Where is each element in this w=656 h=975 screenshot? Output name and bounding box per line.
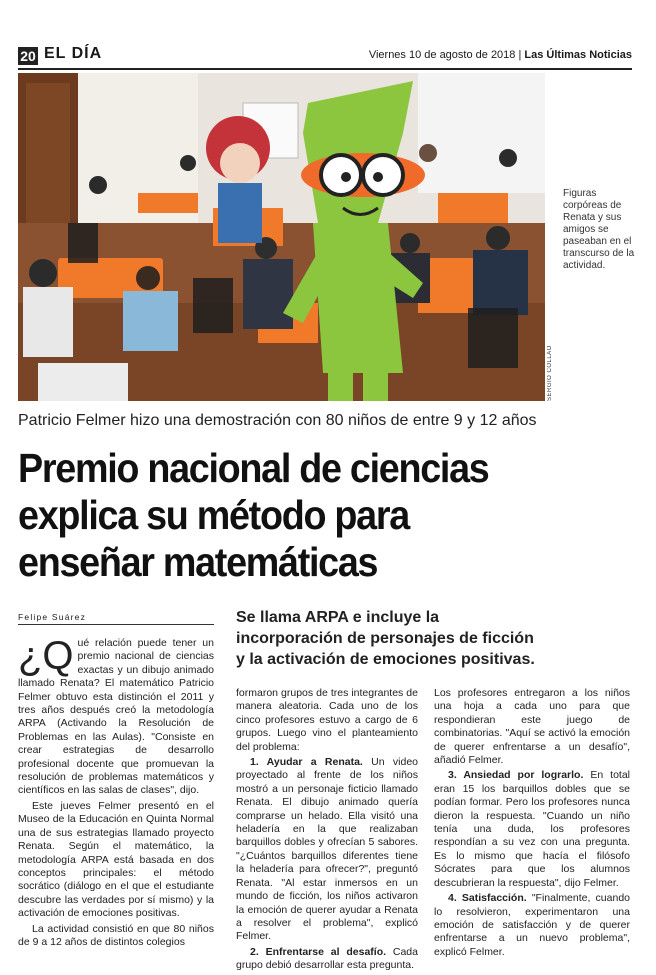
step-text: En total eran 15 los barquillos dobles que se podían formar. Pero los profesores nunca dieron la respuesta. "Cuando un niño tenía una duda, los profesores respondían a su vez con una pregunta. Es lo mismo que hacía el filósofo Sócrates para que los alumnos descubrieran la respuesta", dijo Felmer. [434,769,630,889]
drop-cap: ¿Q [18,634,74,678]
body-paragraph: Este jueves Felmer presentó en el Museo de la Educación en Quinta Normal una de sus estrategias llamado proyecto Renata. Según el matemático, la metodología ARPA está basada en dos conceptos principales: el método socrático (diálogo en el que el estudiante descubre las verdades por sí mismo) y la activación de emociones positivas. [18,799,214,920]
step-heading: 3. Ansiedad por lograrlo. [448,769,584,782]
step-heading: 1. Ayudar a Renata. [250,756,363,769]
deck-line: incorporación de personajes de ficción [236,630,534,647]
article-headline [18,445,588,586]
body-paragraph: formaron grupos de tres integrantes de manera aleatoria. Cada uno de los cinco profesores estuvo a cargo de 6 grupos. Luego vino el planteamiento del problema: [236,687,418,753]
headline-line: enseñar matemáticas [18,539,378,585]
article-kicker: Patricio Felmer hizo una demostración con 80 niños de entre 9 y 12 años [18,412,537,429]
body-paragraph [236,756,418,944]
step-heading: 4. Satisfacción. [448,892,527,905]
body-paragraph: Los profesores entregaron a los niños una hoja a cada uno para que respondieran este juego de combinatorias. "Aquí se activó la emoción de querer enfrentarse a un desafío", añadió Felmer. [434,687,630,767]
dateline-separator: | [515,49,525,61]
headline-line: Premio nacional de ciencias [18,445,489,491]
photo-caption: Figuras corpóreas de Renata y sus amigos se paseaban en el transcurso de la actividad. [563,188,635,271]
newspaper-name: Las Últimas Noticias [524,49,632,61]
issue-date: Viernes 10 de agosto de 2018 [368,49,516,61]
deck-line: Se llama ARPA e incluye la [236,609,440,626]
headline-line: explica su método para [18,492,409,538]
page-number: 20 [18,47,38,65]
lead-paragraph [18,634,214,798]
classroom-scene-illustration [18,73,545,401]
article-column-1 [18,634,214,951]
article-column-2 [236,687,418,975]
body-paragraph [236,946,418,973]
body-paragraph [434,892,630,959]
body-paragraph [434,769,630,890]
photo-credit: SERGIO COLLAO [547,345,553,401]
step-text: "Finalmente, cuando lo resolvieron, experimentaron una emoción de satisfacción y de querer enfrentarse a un nuevo problema", explicó Felmer. [434,892,631,958]
article-deck [236,607,646,670]
step-heading: 2. Enfrentarse al desafío. [250,945,387,958]
dateline [369,49,632,61]
article-photo [18,73,545,401]
lead-text: ué relación puede tener un premio nacional de ciencias exactas y un dibujo animado llamado Renata? El matemático Patricio Felmer obtuvo esta distinción el 2011 y tres años después creó la metodología ARPA (Activando la Resolución de Problemas en las Aulas). "Consiste en crear estrategias de desarrollo profesional docente que promuevan la resolución de problemas matemáticos y científicos en las salas de clases", dijo. [18,637,214,797]
body-paragraph: La actividad consistió en que 80 niños de 9 a 12 años de distintos colegios [18,922,214,948]
byline: Felipe Suárez [18,612,214,625]
step-text: Un video proyectado al frente de los niños mostró a un personaje ficticio llamado Renata. El dibujo animado quería comprarse un helado. Ella visitó una heladería en la que realizaban barquillos dobles y ofrecían 5 sabores. "¿Cuántos barquillos diferentes tiene la heladería para ofrecer?", preguntó Renata. "Al estar inmersos en un mundo de ficción, los niños activaron la emoción de querer ayudar a Renata a resolver el problema", explicó Felmer. [236,756,418,943]
deck-line: y la activación de emociones positivas. [236,651,535,668]
section-title: EL DÍA [44,45,103,62]
step-text: Cada grupo debió desarrollar esta pregunta. [236,945,418,972]
masthead [18,42,632,70]
article-column-3 [434,687,630,961]
